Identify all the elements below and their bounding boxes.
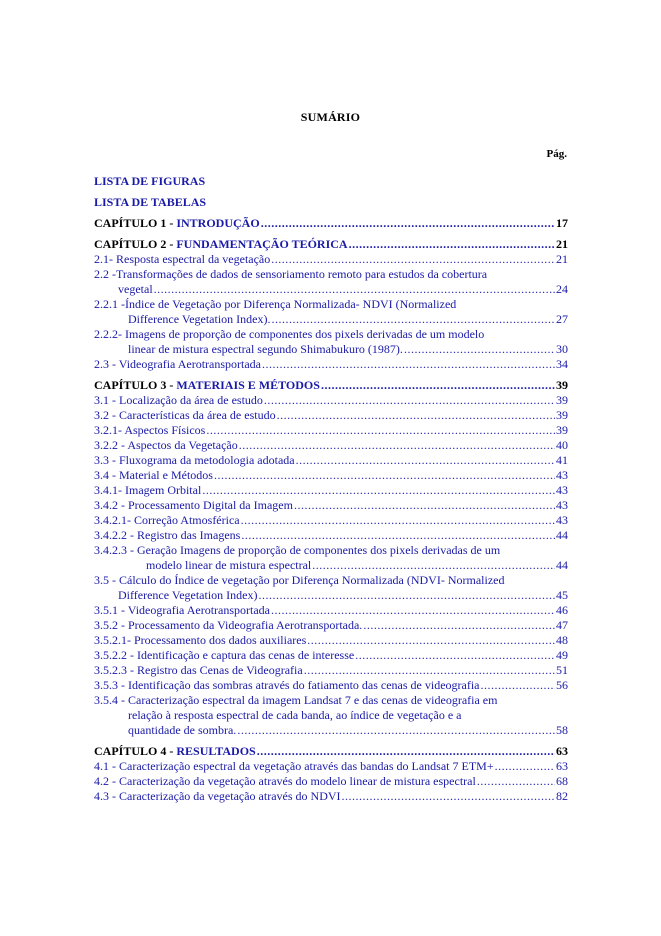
toc-chapter[interactable] <box>94 378 568 393</box>
toc-page-number: 43 <box>556 498 568 512</box>
toc-item[interactable] <box>94 774 568 789</box>
toc-page-number: 68 <box>556 774 568 788</box>
toc-chapter[interactable] <box>94 216 568 231</box>
toc-page-number: 27 <box>556 312 568 326</box>
toc-page-number: 43 <box>556 513 568 527</box>
toc-leader-dots <box>271 603 555 618</box>
toc-chapter[interactable] <box>94 744 568 759</box>
toc-item[interactable] <box>94 423 568 438</box>
toc-item[interactable] <box>94 453 568 468</box>
toc-item[interactable] <box>94 252 568 267</box>
toc-page-number: 58 <box>556 723 568 737</box>
toc-item[interactable] <box>94 618 568 633</box>
toc-leader-dots <box>237 723 555 738</box>
toc-item-text: 3.4.2.2 - Registro das Imagens <box>94 528 241 542</box>
toc-item-text: 3.4.2.3 - Geração Imagens de proporção de componentes dos pixels derivadas de um <box>94 543 501 557</box>
toc-page-number: 30 <box>556 342 568 356</box>
toc-chapter-title: MATERIAIS E MÉTODOS <box>176 378 320 392</box>
toc-item-text: 2.2.1 -Índice de Vegetação por Diferença Normalizada- NDVI (Normalized <box>94 297 457 311</box>
toc-leader-dots <box>481 678 555 693</box>
toc-item[interactable] <box>94 603 568 618</box>
toc-item[interactable] <box>94 267 568 297</box>
toc-page-number: 34 <box>556 357 568 371</box>
toc-leader-dots <box>264 393 555 408</box>
toc-item-text: Difference Vegetation Index) <box>118 588 258 602</box>
toc-item-text: 3.5.1 - Videografia Aerotransportada <box>94 603 270 617</box>
toc-item-text: 3.5.2.1- Processamento dos dados auxiliares <box>94 633 307 647</box>
toc-item-text: 3.5.4 - Caracterização espectral da imagem Landsat 7 e das cenas de videografia em <box>94 693 498 707</box>
toc-item-text: 3.4 - Material e Métodos <box>94 468 213 482</box>
toc-item-text: 3.5.2.2 - Identificação e captura das cenas de interesse <box>94 648 355 662</box>
toc-leader-dots <box>349 237 555 252</box>
toc-leader-dots <box>277 408 555 423</box>
toc-item[interactable] <box>94 663 568 678</box>
toc-item-text: 3.5 - Cálculo do Índice de vegetação por Diferença Normalizada (NDVI- Normalized <box>94 573 505 587</box>
toc-item-text: 4.1 - Caracterização espectral da vegetação através das bandas do Landsat 7 ETM+ <box>94 759 494 773</box>
toc-leader-dots <box>241 528 555 543</box>
toc-item-text: 3.2.1- Aspectos Físicos <box>94 423 206 437</box>
toc-leader-dots <box>477 774 555 789</box>
toc-item[interactable] <box>94 528 568 543</box>
toc-leader-dots <box>342 789 555 804</box>
toc-item[interactable] <box>94 789 568 804</box>
toc-leader-dots <box>262 357 555 372</box>
toc-leader-dots <box>259 588 556 603</box>
toc-page-number: 17 <box>556 216 568 230</box>
toc-page-number: 56 <box>556 678 568 692</box>
toc-item[interactable] <box>94 438 568 453</box>
toc-leader-dots <box>241 513 555 528</box>
toc-page-number: 46 <box>556 603 568 617</box>
toc-chapter-title: RESULTADOS <box>176 744 256 758</box>
toc-item[interactable] <box>94 678 568 693</box>
toc-chapter-number: CAPÍTULO 4 - <box>94 744 177 758</box>
toc-leader-dots <box>304 663 555 678</box>
toc-item[interactable] <box>94 297 568 327</box>
toc-entries <box>94 216 568 804</box>
toc-item[interactable] <box>94 357 568 372</box>
toc-page-number: 63 <box>556 744 568 758</box>
toc-item-text: 2.3 - Videografia Aerotransportada <box>94 357 261 371</box>
toc-leader-dots <box>495 759 555 774</box>
toc-page-number: 40 <box>556 438 568 452</box>
toc-chapter-number: CAPÍTULO 3 - <box>94 378 177 392</box>
toc-item-text: 4.2 - Caracterização da vegetação através do modelo linear de mistura espectral <box>94 774 476 788</box>
toc-leader-dots <box>404 342 555 357</box>
toc-leader-dots <box>294 498 555 513</box>
toc-item[interactable] <box>94 633 568 648</box>
toc-item-text: 2.2.2- Imagens de proporção de componentes dos pixels derivadas de um modelo <box>94 327 485 341</box>
toc-item-text: 3.4.2.1- Correção Atmosférica <box>94 513 240 527</box>
toc-page-number: 39 <box>556 423 568 437</box>
page-title: SUMÁRIO <box>300 110 361 124</box>
toc-page-number: 82 <box>556 789 568 803</box>
page-column-header: Pág. <box>546 148 567 160</box>
toc-item-text: 3.1 - Localização da área de estudo <box>94 393 263 407</box>
toc-item-text: quantidade de sombra. <box>128 723 237 737</box>
toc-leader-dots <box>261 216 555 231</box>
toc-page-number: 41 <box>556 453 568 467</box>
toc-chapter[interactable] <box>94 237 568 252</box>
toc-item-text: 3.4.2 - Processamento Digital da Imagem <box>94 498 293 512</box>
toc-page-number: 48 <box>556 633 568 647</box>
toc-page-number: 47 <box>556 618 568 632</box>
toc-leader-dots <box>239 438 555 453</box>
toc-item-text: 3.5.2 - Processamento da Videografia Aerotransportada. <box>94 618 363 632</box>
toc-item[interactable] <box>94 543 568 573</box>
toc-item[interactable] <box>94 498 568 513</box>
toc-leader-dots <box>206 423 555 438</box>
toc-leader-dots <box>154 282 555 297</box>
toc-item-text: 3.4.1- Imagem Orbital <box>94 483 202 497</box>
toc-item[interactable] <box>94 393 568 408</box>
toc-page-number: 43 <box>556 468 568 482</box>
toc-item-text: linear de mistura espectral segundo Shimabukuro (1987). <box>128 342 403 356</box>
toc-leader-dots <box>321 378 555 393</box>
toc-leader-dots <box>363 618 555 633</box>
toc-list-label: LISTA DE FIGURAS <box>94 174 206 188</box>
toc-leader-dots <box>296 453 555 468</box>
toc-page-number: 24 <box>556 282 568 296</box>
toc-item[interactable] <box>94 327 568 357</box>
toc-leader-dots <box>202 483 555 498</box>
toc-item-text: relação à resposta espectral de cada banda, ao índice de vegetação e a <box>128 708 462 722</box>
toc-page-number: 45 <box>556 588 568 602</box>
toc-chapter-title: FUNDAMENTAÇÃO TEÓRICA <box>176 237 348 251</box>
toc-leader-dots <box>271 252 555 267</box>
toc-item[interactable] <box>94 693 568 738</box>
toc-item-text: 3.2 - Características da área de estudo <box>94 408 276 422</box>
toc-page-number: 44 <box>556 528 568 542</box>
toc-item[interactable] <box>94 759 568 774</box>
toc-leader-dots <box>214 468 555 483</box>
toc-page-number: 43 <box>556 483 568 497</box>
toc-page-number: 39 <box>556 408 568 422</box>
toc-page-number: 49 <box>556 648 568 662</box>
toc-item-text: 3.5.3 - Identificação das sombras através do fatiamento das cenas de videografia <box>94 678 480 692</box>
toc-leader-dots <box>355 648 555 663</box>
toc-item[interactable] <box>94 468 568 483</box>
toc-list-figures[interactable] <box>94 174 568 189</box>
toc-item-text: vegetal <box>118 282 153 296</box>
toc-item[interactable] <box>94 408 568 423</box>
toc-list-tables[interactable] <box>94 195 568 210</box>
toc-item[interactable] <box>94 513 568 528</box>
toc-page-number: 63 <box>556 759 568 773</box>
toc-item-text: Difference Vegetation Index). <box>128 312 271 326</box>
toc-item-text: 2.2 -Transformações de dados de sensoriamento remoto para estudos da cobertura <box>94 267 488 281</box>
toc-page-number: 51 <box>556 663 568 677</box>
toc-leader-dots <box>312 558 555 573</box>
toc-list-label: LISTA DE TABELAS <box>94 195 207 209</box>
toc-item-text: 3.2.2 - Aspectos da Vegetação <box>94 438 238 452</box>
toc-item[interactable] <box>94 573 568 603</box>
toc-page-number: 21 <box>556 237 568 251</box>
toc-page-number: 44 <box>556 558 568 572</box>
toc-item-text: 4.3 - Caracterização da vegetação através do NDVI <box>94 789 341 803</box>
toc-chapter-title: INTRODUÇÃO <box>176 216 260 230</box>
toc-chapter-number: CAPÍTULO 2 - <box>94 237 177 251</box>
toc-item[interactable] <box>94 483 568 498</box>
toc-page-number: 39 <box>556 393 568 407</box>
toc-page-number: 21 <box>556 252 568 266</box>
toc-leader-dots <box>257 744 555 759</box>
toc-chapter-number: CAPÍTULO 1 - <box>94 216 177 230</box>
toc-item[interactable] <box>94 648 568 663</box>
toc-item-text: 3.5.2.3 - Registro das Cenas de Videografia <box>94 663 303 677</box>
toc-page-number: 39 <box>556 378 568 392</box>
toc-item-text: modelo linear de mistura espectral <box>146 558 312 572</box>
toc-item-text: 3.3 - Fluxograma da metodologia adotada <box>94 453 295 467</box>
toc-leader-dots <box>307 633 555 648</box>
table-of-contents <box>94 174 568 804</box>
toc-leader-dots <box>272 312 556 327</box>
toc-item-text: 2.1- Resposta espectral da vegetação <box>94 252 271 266</box>
